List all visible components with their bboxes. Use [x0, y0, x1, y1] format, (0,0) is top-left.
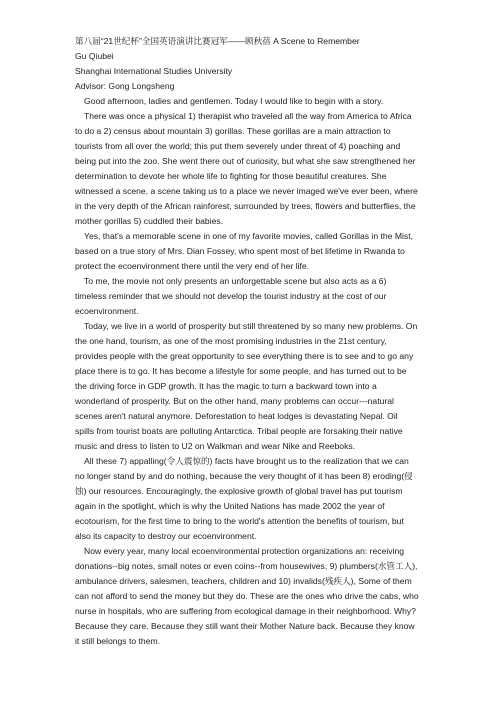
advisor-line: Advisor: Gong Longsheng: [75, 81, 175, 91]
document-page: [75, 34, 419, 649]
document-title: 第八届“21世纪杯”全国英语演讲比赛冠军——顾秋蓓 A Scene to Remember: [75, 36, 360, 46]
paragraph-4: To me, the movie not only presents an unforgettable scene but also acts as a 6) timeless reminder that we should not develop the tourist industry at the cost of our ecoenvironment.: [75, 276, 387, 316]
author-name: Gu Qiubei: [75, 51, 114, 61]
school-name: Shanghai International Studies University: [75, 66, 233, 76]
paragraph-5: Today, we live in a world of prosperity but still threatened by so many new problems. On the one hand, tourism, as one of the most promising industries in the 21st century, provides people with the great opportunity to see everything there is to see and to go any place there is to go. It has become a lifestyle for some people, and has turned out to be the driving force in GDP growth. It has the magic to turn a backward town into a wonderland of prosperity. But on the other hand, many problems can occur---natural scenes aren't natural anymore. Deforestation to heat lodges is devastating Nepal. Oil spills from tourist boats are polluting Antarctica. Tribal people are forsaking their native music and dress to listen to U2 on Walkman and wear Nike and Reeboks.: [75, 321, 418, 451]
paragraph-6: All these 7) appalling(令人震惊的) facts have brought us to the realization that we can no longer stand by and do nothing, because the very thought of it has been 8) eroding(侵蚀) our resources. Encouragingly, the explosive growth of global travel has put tourism again in the spotlight, which is why the United Nations has made 2002 the year of ecotourism, for the first time to bring to the world's attention the benefits of tourism, but also its capacity to destroy our ecoenvironment.: [75, 456, 413, 541]
paragraph-7: Now every year, many local ecoenvironmental protection organizations an: receiving donations--big notes, small notes or even coins--from housewives, 9) plumbers(水管工人), ambulance drivers, salesmen, teachers, children and 10) invalids(残疾人), Some of them can not afford to send the money but they do. These are the ones who drive the cabs, who nurse in hospitals, who are suffering from ecological damage in their neighborhood. Why? Because they care. Because they still want their Mother Nature back. Because they know it still belongs to them.: [75, 546, 419, 646]
paragraph-2: There was once a physical 1) therapist who traveled all the way from America to Africa to do a 2) census about mountain 3) gorillas. These gorillas are a main attraction to tourists from all over the world; this put them severely under threat of 4) poaching and being put into the zoo. She went there out of curiosity, but what she saw strengthened her determination to devote her whole life to fighting for those beautiful creatures. She witnessed a scene, a scene taking us to a place we never imaged we've ever been, where in the very depth of the African rainforest, surrounded by trees, flowers and butterflies, the mother gorillas 5) cuddled their babies.: [75, 111, 418, 226]
paragraph-1: Good afternoon, ladies and gentlemen. Today I would like to begin with a story.: [84, 96, 384, 106]
paragraph-3: Yes, that's a memorable scene in one of my favorite movies, called Gorillas in the Mist, based on a true story of Mrs. Dian Fossey, who spent most of bet lifetime in Rwanda to protect the ecoenvironment there until the very end of her life.: [75, 231, 413, 271]
